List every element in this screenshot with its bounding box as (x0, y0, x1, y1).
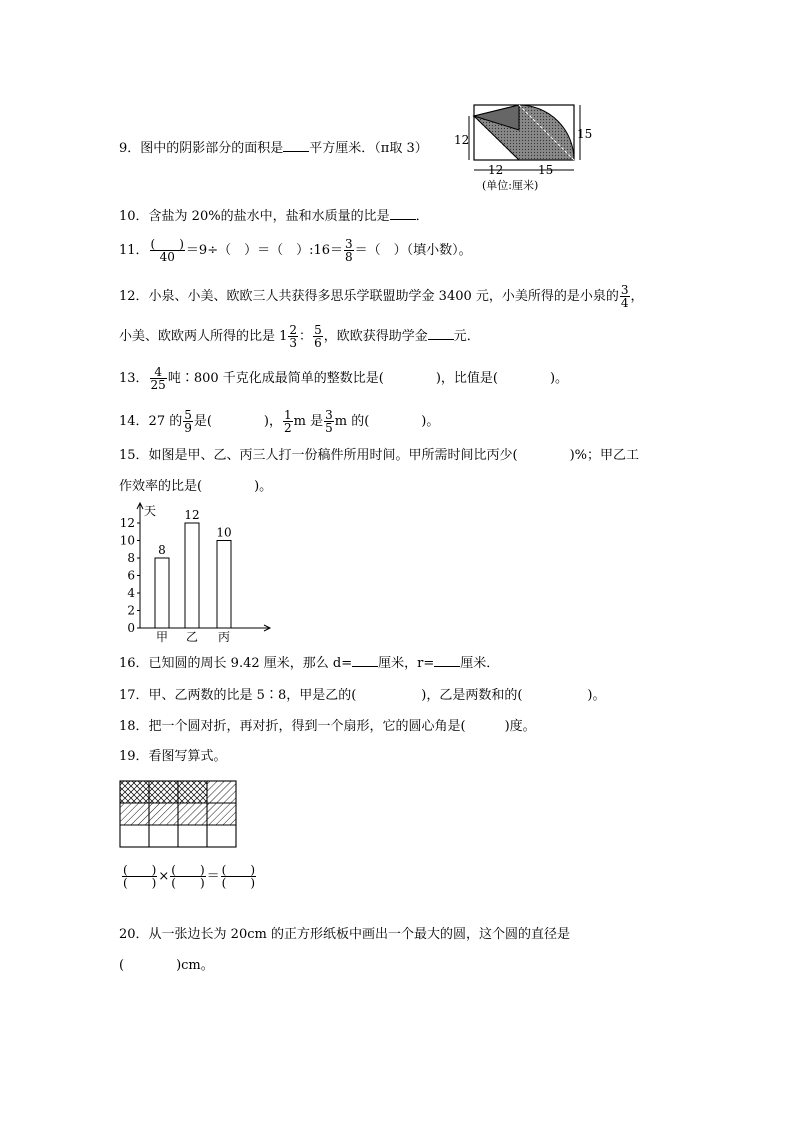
y-tick-label: 0 (127, 621, 135, 635)
question-16: 16．已知圆的周长 9.42 厘米，那么 d= 厘米，r= 厘米． (119, 656, 500, 671)
bar-3 (217, 541, 231, 629)
fraction: $\frac{1}{2}$ (284, 408, 292, 435)
question-18: 18．把一个圆对折，再对折，得到一个扇形，它的圆心角是( )度。 (119, 719, 536, 734)
fraction: $\frac{4}{25}$ (150, 365, 166, 392)
x-tick-label: 乙 (185, 630, 199, 644)
svg-text:12: 12 (488, 163, 504, 177)
svg-text:15: 15 (538, 163, 554, 177)
data-label: 10 (216, 525, 232, 540)
question-15-line2: 作效率的比是( )。 (119, 479, 273, 494)
y-tick-label: 6 (127, 568, 135, 583)
svg-text:(单位:厘米): (单位:厘米) (482, 179, 539, 192)
question-14: 14．27 的 $\frac{5}{9}$ 是( )， $\frac{1}{2}$ m 是 $\frac{3}{5}$ m 的( )。 (119, 408, 440, 435)
fraction: $\frac{3}{5}$ (325, 408, 333, 435)
question-15-line1: 15．如图是甲、乙、丙三人打一份稿件所用时间。甲所需时间比丙少( )%；甲乙工 (119, 448, 640, 463)
y-tick-label: 10 (119, 533, 135, 548)
question-12-line1: 12．小泉、小美、欧欧三人共获得多思乐学联盟助学金 3400 元，小美所得的是小泉的 $\frac{3}{4}$ ， (119, 283, 644, 310)
svg-text:12: 12 (454, 133, 470, 147)
q19-grid-figure (119, 780, 241, 850)
question-10: 10．含盐为 20%的盐水中，盐和水质量的比是 ． (119, 209, 429, 224)
fraction: $\frac{5}{9}$ (184, 408, 192, 435)
question-11: 11． $\frac{( )}{40}$ ＝9÷（ ）＝（ ）:16＝ $\frac{3}{8}$ ＝（ ）（填小数）。 (119, 237, 472, 264)
data-label: 8 (158, 543, 166, 557)
question-12-line2: 小美、欧欧两人所得的比是 1 $\frac{2}{3}$ ： $\frac{5}{6}$ ，欧欧获得助学金 元． (119, 323, 480, 350)
y-tick-label: 12 (119, 516, 135, 530)
question-20-line2: ( )cm。 (119, 958, 214, 973)
bar-1 (155, 558, 169, 628)
bar-2 (185, 523, 199, 628)
y-tick-label: 4 (127, 586, 135, 600)
answer-blank[interactable] (283, 150, 309, 152)
x-tick-label: 丙 (217, 630, 231, 644)
answer-blank[interactable] (390, 218, 416, 220)
fraction: $\frac{3}{8}$ (345, 237, 353, 264)
answer-blank[interactable] (428, 338, 454, 340)
question-19: 19．看图写算式。 (119, 749, 227, 764)
data-label: 12 (184, 508, 200, 522)
answer-blank-d[interactable] (352, 665, 378, 667)
question-13: 13． $\frac{4}{25}$ 吨∶800 千克化成最简单的整数比是( )，比值是( )。 (119, 365, 569, 392)
fraction: $\frac{( )}{40}$ (150, 237, 184, 264)
question-17: 17．甲、乙两数的比是 5∶8，甲是乙的( )，乙是两数和的( )。 (119, 688, 606, 703)
y-tick-label: 2 (127, 603, 135, 618)
question-9: 9．图中的阴影部分的面积是 平方厘米．（π取 3） (119, 141, 428, 156)
y-axis-label: 天 (144, 504, 157, 518)
x-tick-label: 甲 (155, 630, 169, 644)
answer-blank-r[interactable] (434, 665, 460, 667)
y-tick-label: 8 (127, 551, 135, 565)
fraction: $\frac{2}{3}$ (289, 323, 298, 350)
q19-expression: $\frac{( )}{( )}$ × $\frac{( )}{( )}$ ＝ $\frac{( )}{( )}$ (123, 863, 256, 890)
fraction: $\frac{5}{6}$ (314, 323, 322, 350)
bar-chart (112, 500, 277, 648)
svg-text:15: 15 (577, 127, 593, 141)
question-20-line1: 20．从一张边长为 20cm 的正方形纸板中画出一个最大的圆，这个圆的直径是 (119, 927, 570, 942)
q9-figure (452, 100, 602, 195)
fraction: $\frac{3}{4}$ (620, 283, 629, 310)
